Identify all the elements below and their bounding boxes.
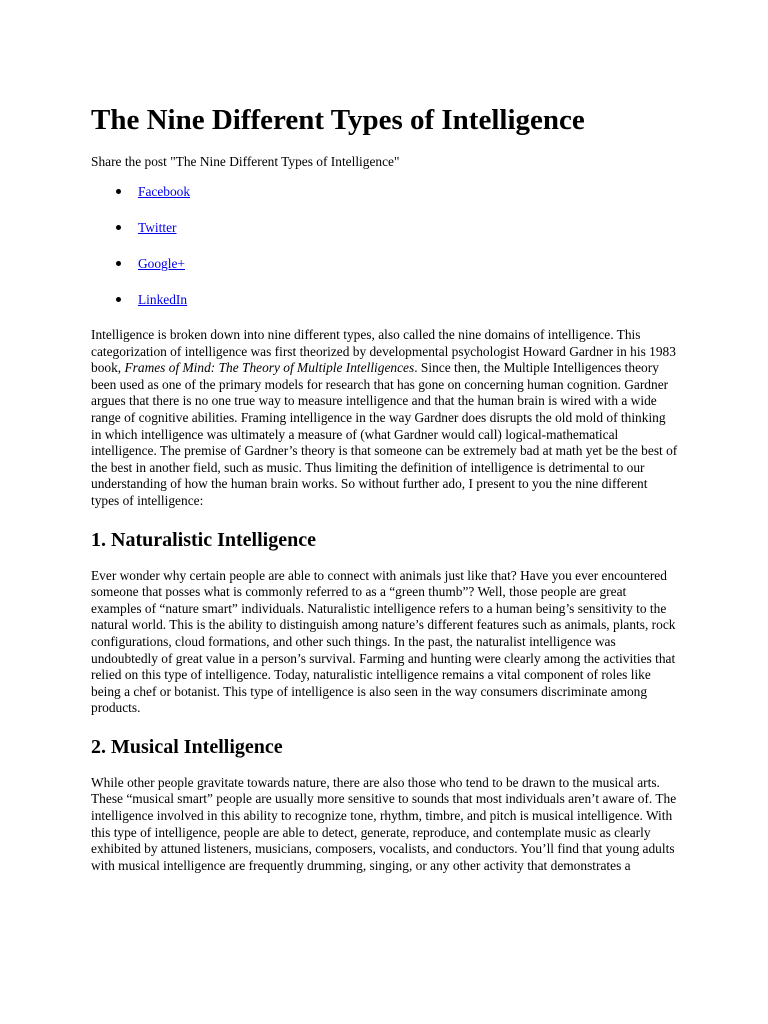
intro-text-part2: . Since then, the Multiple Intelligences theory been used as one of the primary models for research that has gone on concerning human cognition. Gardner argues that there is no one true way to measure intelligence and that the human brain is wired with a wide range of cognitive abilities. Framing intelligence in the way Gardner does disrupts the old mold of thinking in which intelligence was ultimately a measure of (what Gardner would call) logical-mathematical intelligence. The premise of Gardner’s theory is that someone can be extremely bad at math yet be the best of the best in another field, such as music. Thus limiting the definition of intelligence is detrimental to our understanding of how the human brain works. So without further ado, I present to you the nine different types of intelligence: <box>91 360 678 508</box>
bullet-icon <box>116 189 121 194</box>
page-title: The Nine Different Types of Intelligence <box>91 104 585 136</box>
share-item-googleplus <box>91 255 679 291</box>
book-title: Frames of Mind: The Theory of Multiple Intelligences <box>124 360 415 376</box>
share-item-twitter <box>91 219 679 255</box>
intro-paragraph <box>91 327 679 510</box>
bullet-icon <box>116 261 121 266</box>
share-item-facebook <box>91 183 679 219</box>
section-body-naturalistic: Ever wonder why certain people are able to connect with animals just like that? Have you ever encountered someone that posses what is commonly referred to as a “green thumb”? Well, those people are great examples of “nature smart” individuals. Naturalistic intelligence refers to a human being’s sensitivity to the natural world. This is the ability to distinguish among nature’s different features such as animals, plants, rock configurations, cloud formations, and other such things. In the past, the naturalist intelligence was undoubtedly of great value in a person’s survival. Farming and hunting were clearly among the activities that relied on this type of intelligence. Today, naturalistic intelligence remains a vital component of roles like being a chef or botanist. This type of intelligence is also seen in the way consumers discriminate among products. <box>91 567 676 716</box>
intro-text-part1: Intelligence is broken down into nine different types, also called the nine domains of intelligence. This categorization of intelligence was first theorized by developmental psychologist Howard Gardner in his 1983 book, <box>91 327 676 376</box>
googleplus-link[interactable]: Google+ <box>138 256 185 271</box>
linkedin-link[interactable]: LinkedIn <box>138 292 188 307</box>
document-page <box>91 102 679 874</box>
bullet-icon <box>116 225 121 230</box>
section-heading-naturalistic: 1. Naturalistic Intelligence <box>91 528 316 551</box>
section-body-musical: While other people gravitate towards nature, there are also those who tend to be drawn to the musical arts. These “musical smart” people are usually more sensitive to sounds that most individuals aren’t aware of. The intelligence involved in this ability to recognize tone, rhythm, timbre, and pitch is musical intelligence. With this type of intelligence, people are able to detect, generate, reproduce, and contemplate music as clearly exhibited by attuned listeners, musicians, composers, vocalists, and conductors. You’ll find that young adults with musical intelligence are frequently drumming, singing, or any other activity that demonstrates a <box>91 774 677 873</box>
bullet-icon <box>116 297 121 302</box>
section-heading-musical: 2. Musical Intelligence <box>91 735 283 758</box>
share-links-list <box>91 183 679 327</box>
facebook-link[interactable]: Facebook <box>138 184 191 199</box>
share-item-linkedin <box>91 291 679 327</box>
twitter-link[interactable]: Twitter <box>138 220 177 235</box>
share-text: Share the post "The Nine Different Types of Intelligence" <box>91 154 400 169</box>
